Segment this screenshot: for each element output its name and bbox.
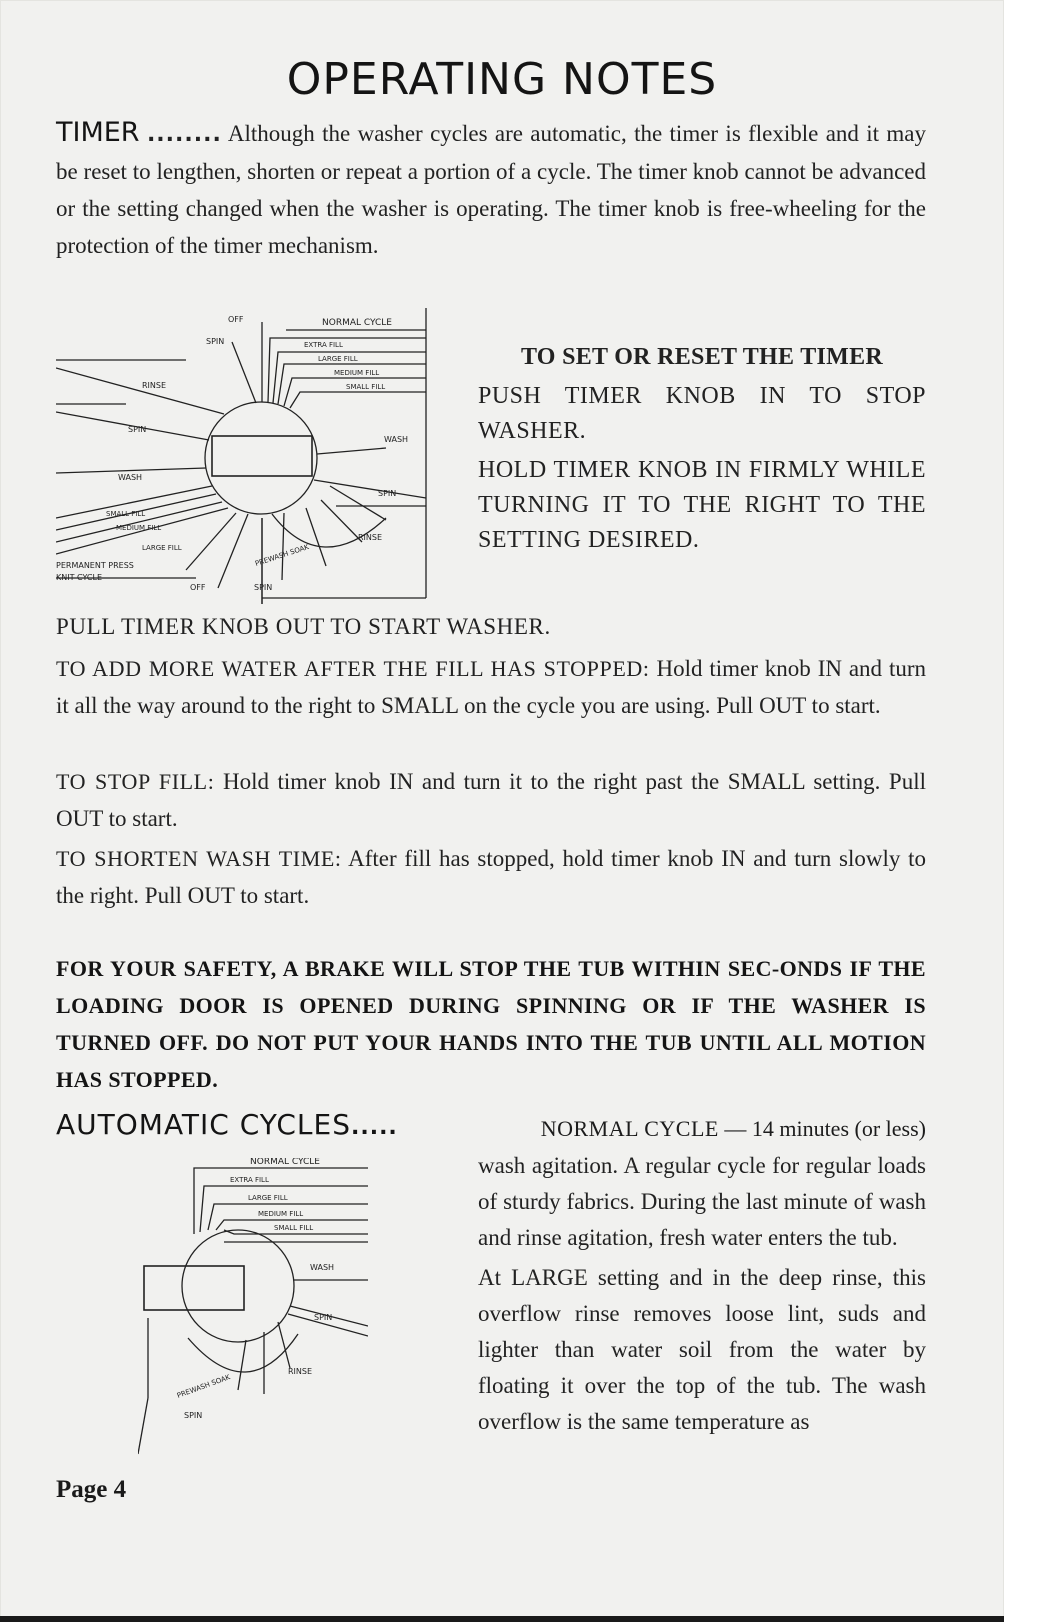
page-number: Page 4 <box>56 1476 127 1503</box>
automatic-cycles-row <box>56 1108 926 1148</box>
dial2-large-fill: LARGE FILL <box>248 1194 288 1202</box>
dial1-rinse-a: RINSE <box>142 381 167 390</box>
safety-warning: FOR YOUR SAFETY, A BRAKE WILL STOP THE TUB WITHIN SEC-ONDS IF THE LOADING DOOR IS OPENED DURING SPINNING OR IF THE WASHER IS TURNED OFF. DO NOT PUT YOUR HANDS INTO THE TUB UNTIL ALL MOTION HAS STOPPED. <box>56 956 926 1092</box>
set-reset-title: TO SET OR RESET THE TIMER <box>520 344 884 370</box>
dial1-off-top: OFF <box>228 315 244 324</box>
timer-leader: ........ <box>146 122 222 147</box>
dial2-spin-b: SPIN <box>184 1411 203 1420</box>
dial1-extra-fill: EXTRA FILL <box>304 341 343 349</box>
shorten-wash-paragraph <box>56 840 926 914</box>
dial1-medium-fill-b: MEDIUM FILL <box>116 524 162 532</box>
automatic-cycles-leader: ..... <box>351 1115 398 1140</box>
normal-cycle-dash: — <box>724 1116 747 1141</box>
normal-cycle-intro <box>541 1116 926 1142</box>
automatic-cycles-body <box>478 1148 926 1440</box>
shorten-wash-lead: TO SHORTEN WASH TIME: <box>56 846 342 871</box>
automatic-cycles-heading <box>56 1108 398 1141</box>
dial1-small-fill-b: SMALL FILL <box>106 510 146 518</box>
dial1-wash-b: WASH <box>118 473 143 482</box>
add-water-text: Hold timer knob IN and turn it all the way around to the right to SMALL on the cycle you are using. Pull OUT to start. <box>56 656 927 718</box>
dial1-spin-b: SPIN <box>128 425 147 434</box>
set-reset-line-1: PUSH TIMER KNOB IN TO STOP WASHER. <box>478 383 926 444</box>
add-water-paragraph <box>56 650 926 724</box>
timer-heading: TIMER <box>56 117 140 148</box>
dial2-extra-fill: EXTRA FILL <box>230 1176 269 1184</box>
dial2-normal-cycle: NORMAL CYCLE <box>250 1158 320 1167</box>
timer-text: Although the washer cycles are automatic, the timer is flexible and it may be reset to lengthen, shorten or repeat a portion of a cycle. The timer knob cannot be advanced or the setting changed when the washer is operating. The timer knob is free-wheeling for the protection of the timer mechanism. <box>56 121 927 258</box>
dial2-medium-fill: MEDIUM FILL <box>258 1210 304 1218</box>
timer-paragraph <box>56 114 926 264</box>
dial2-small-fill: SMALL FILL <box>274 1224 314 1232</box>
stop-fill-paragraph <box>56 763 926 837</box>
timer-dial-diagram <box>56 308 436 608</box>
normal-cycle-paragraph-2: At LARGE setting and in the deep rinse, this overflow rinse removes loose lint, suds and lighter than water soil from the water by floating it over the top of the tub. The wash overflow is the same temperature as <box>478 1265 926 1434</box>
normal-cycle-paragraph-1: wash agitation. A regular cycle for regular loads of sturdy fabrics. During the last minute of wash and rinse agitation, fresh water enters the tub. <box>478 1153 926 1250</box>
dial1-rinse-b: RINSE <box>358 533 383 542</box>
automatic-cycles-title: AUTOMATIC CYCLES <box>56 1108 351 1141</box>
dial1-permanent-press: PERMANENT PRESS <box>56 561 134 570</box>
dial2-prewash-soak: PREWASH SOAK <box>175 1373 232 1400</box>
add-water-lead: TO ADD MORE WATER AFTER THE FILL HAS STOPPED: <box>56 656 650 681</box>
dial1-medium-fill: MEDIUM FILL <box>334 369 380 377</box>
dial1-spin-d: SPIN <box>254 583 273 592</box>
dial2-spin-a: SPIN <box>314 1313 333 1322</box>
set-reset-instructions <box>478 340 926 558</box>
shorten-wash-text: After fill has stopped, hold timer knob IN and turn slowly to the right. Pull OUT to start. <box>56 846 927 908</box>
dial1-small-fill: SMALL FILL <box>346 383 386 391</box>
set-reset-line-2: HOLD TIMER KNOB IN FIRMLY WHILE TURNING IT TO THE RIGHT TO THE SETTING DESIRED. <box>478 457 926 553</box>
dial1-off-bottom: OFF <box>190 583 206 592</box>
stop-fill-text: Hold timer knob IN and turn it to the right past the SMALL setting. Pull OUT to start. <box>56 769 926 831</box>
dial2-wash: WASH <box>310 1263 335 1272</box>
dial1-knit-cycle: KNIT CYCLE <box>56 573 103 582</box>
stop-fill-lead: TO STOP FILL: <box>56 769 215 794</box>
dial2-rinse: RINSE <box>288 1367 313 1376</box>
normal-cycle-dial-diagram <box>138 1158 368 1458</box>
dial1-large-fill-b: LARGE FILL <box>142 544 182 552</box>
dial1-normal-cycle: NORMAL CYCLE <box>322 318 392 328</box>
dial1-wash-a: WASH <box>384 435 409 444</box>
dial1-prewash-soak: PREWASH SOAK <box>254 542 310 568</box>
page-title: OPERATING NOTES <box>286 54 718 105</box>
normal-cycle-duration: 14 minutes (or less) <box>751 1116 926 1141</box>
normal-cycle-label: NORMAL CYCLE <box>540 1116 719 1141</box>
dial1-large-fill: LARGE FILL <box>318 355 358 363</box>
dial1-spin-a: SPIN <box>206 337 225 346</box>
dial1-spin-c: SPIN <box>378 489 397 498</box>
pull-out-instruction: PULL TIMER KNOB OUT TO START WASHER. <box>56 614 551 639</box>
